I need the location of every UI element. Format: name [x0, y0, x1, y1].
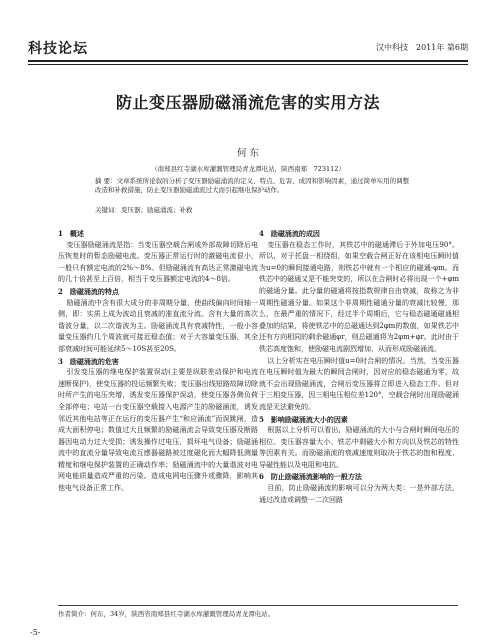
- section-heading: 6 防止励磁涌流影响的一般方法: [259, 472, 362, 482]
- section-heading: 1 概述: [58, 229, 84, 238]
- page-header: [28, 36, 468, 58]
- body-paragraph: 变压器励磁涌流是指：当变压器空载合闸或外部故障切除后电压恢复时的暂态励磁电流。变压器正常运行时的激磁电流很小，一般只有额定电流的2%～8%。但励磁涌流有高达正常激磁电流的几十倍甚至上百倍，相当于变压器额定电流的4～8倍。: [58, 240, 258, 284]
- section-heading: 3 励磁涌流的危害: [58, 356, 119, 366]
- body-paragraph: 励磁涌流中含有很大成分的非周期分量，使曲线偏向时间轴一侧，即：实质上成为波动且衰减的准直流分流。含有大量的高次谐波分量，以二次谐波为主。励磁涌流具有衰减特性，一般小容量变压器约几个周波就可接近稳态值；对于大容量变压器，其全部衰减时间可能延续5～10S甚至20S。: [58, 298, 258, 353]
- footnote: 作者简介：何东，34岁，陕西省南郑县红寺湖水库灌溉管理局青龙潭电站。: [58, 610, 275, 618]
- left-column: [58, 228, 258, 495]
- body-paragraph: 目前，防止励磁涌流的影响可以分为两大类：一是外部方法，通过改造或调整一二次回路: [259, 484, 459, 504]
- article-abstract: 摘 要：文章系统所论叙的分析了变压器励磁涌流的定义、特点、危害、成因和影响因素，通过简单实用的调整改造和补救措施，防止变压器励磁涌流过大而引起继电保护动作。: [95, 177, 410, 194]
- right-column: [259, 228, 459, 506]
- body-paragraph: 变压器在稳态工作时，其铁芯中的磁通滞后于外加电压90°。所以，对于托盘一相绕组，如果空载合闸正好在该相电压瞬时值为u=0的瞬间接通电路，则铁芯中就有一个相应的磁通-φm。而铁芯中的磁通又是不能突变的，所以在合闸时必将出现一个+φm的磁通分量。此分量的磁通将按指数规律自由衰减，故称之为非周期性磁通分量。如果这个非周期性磁通分量的衰减比较慢，那么，在最严重的情况下，经过半个周期后，它与稳态磁通磁通相叠加的结果，将使铁芯中的总磁通达到2φm的数值，如果铁芯中还有方向相同的剩余磁通φr，则总磁通将为2φm+φr。此时由于铁芯高度饱和，使励磁电流剧烈增加，从而形成励磁涌流。: [259, 240, 459, 353]
- article-affiliation: （南郑县红寺湖水库灌溉管理局青龙潭电站，陕西南郑 723112）: [151, 165, 345, 173]
- journal-label: 汉中科技 2011年 第6期: [376, 43, 468, 52]
- section-label: 科技论坛: [28, 41, 88, 57]
- article-author: 何 东: [236, 148, 260, 159]
- header-rule: [28, 60, 468, 62]
- body-paragraph: 根据以上分析可以看出，励磁涌流的大小与合闸时瞬间电压的相位、变压器容量大小、铁芯中剩磁大小和方向以及铁芯的特性等因素有关。而励磁涌流的衰减速度则取决于铁芯的饱和程度、导磁性能以及电阻和电抗。: [259, 426, 459, 469]
- section-heading: 5 影响励磁涌流大小的因素: [259, 414, 348, 424]
- footnote-rule: [58, 605, 458, 606]
- page-number: -5-: [30, 628, 41, 637]
- section-heading: 4 励磁涌流的成因: [259, 229, 320, 238]
- body-paragraph: 引发变压器的继电保护装置误动(主要是纵联差动保护和电流速断保护)，使变压器的投运频繁失败；变压器出线短路故障切除时所产生的电压突增，诱发变压器保护误动，使变压器各侧负荷全部停电；电站一台变压器空载接入电源产生的励磁涌流，诱发邻近其他电站等正在运行的变压器产生“和应涌流”而误跳闸，造成大面积停电；数值过大且频繁的励磁涌流会导致变压器及断路器因电动力过大受损；诱发操作过电压，损坏电气设备；励磁涌流中的直流分量导致电流互感器磁路被过度磁化而大幅降低测量精度和继电保护装置的正确动作率；励磁涌流中的大量谐波对电网电能质量造成严重的污染。造成电网电压骤升或骤降，影响其他电气设备正常工作。: [58, 368, 258, 493]
- header-rule-thin: [28, 64, 468, 65]
- article-keywords: 关键词：变压器；励磁涌流；补救: [95, 206, 193, 214]
- section-heading: 2 励磁涌流的特点: [58, 286, 119, 296]
- article-title: 防止变压器励磁涌流危害的实用方法: [115, 93, 380, 112]
- body-paragraph: 以上分析实在电压瞬时值u=0时合闸的情况。当然，当变压器在电压瞬时值为最大的瞬间合闸时，因对应的稳态磁通为零，故就不会出现励磁涌流，合闸后变压器将立即进入稳态工作。但对于三相变压器，因三相电压相位差120°，空载合闸时出现励磁涌流是无法避免的。: [259, 356, 459, 411]
